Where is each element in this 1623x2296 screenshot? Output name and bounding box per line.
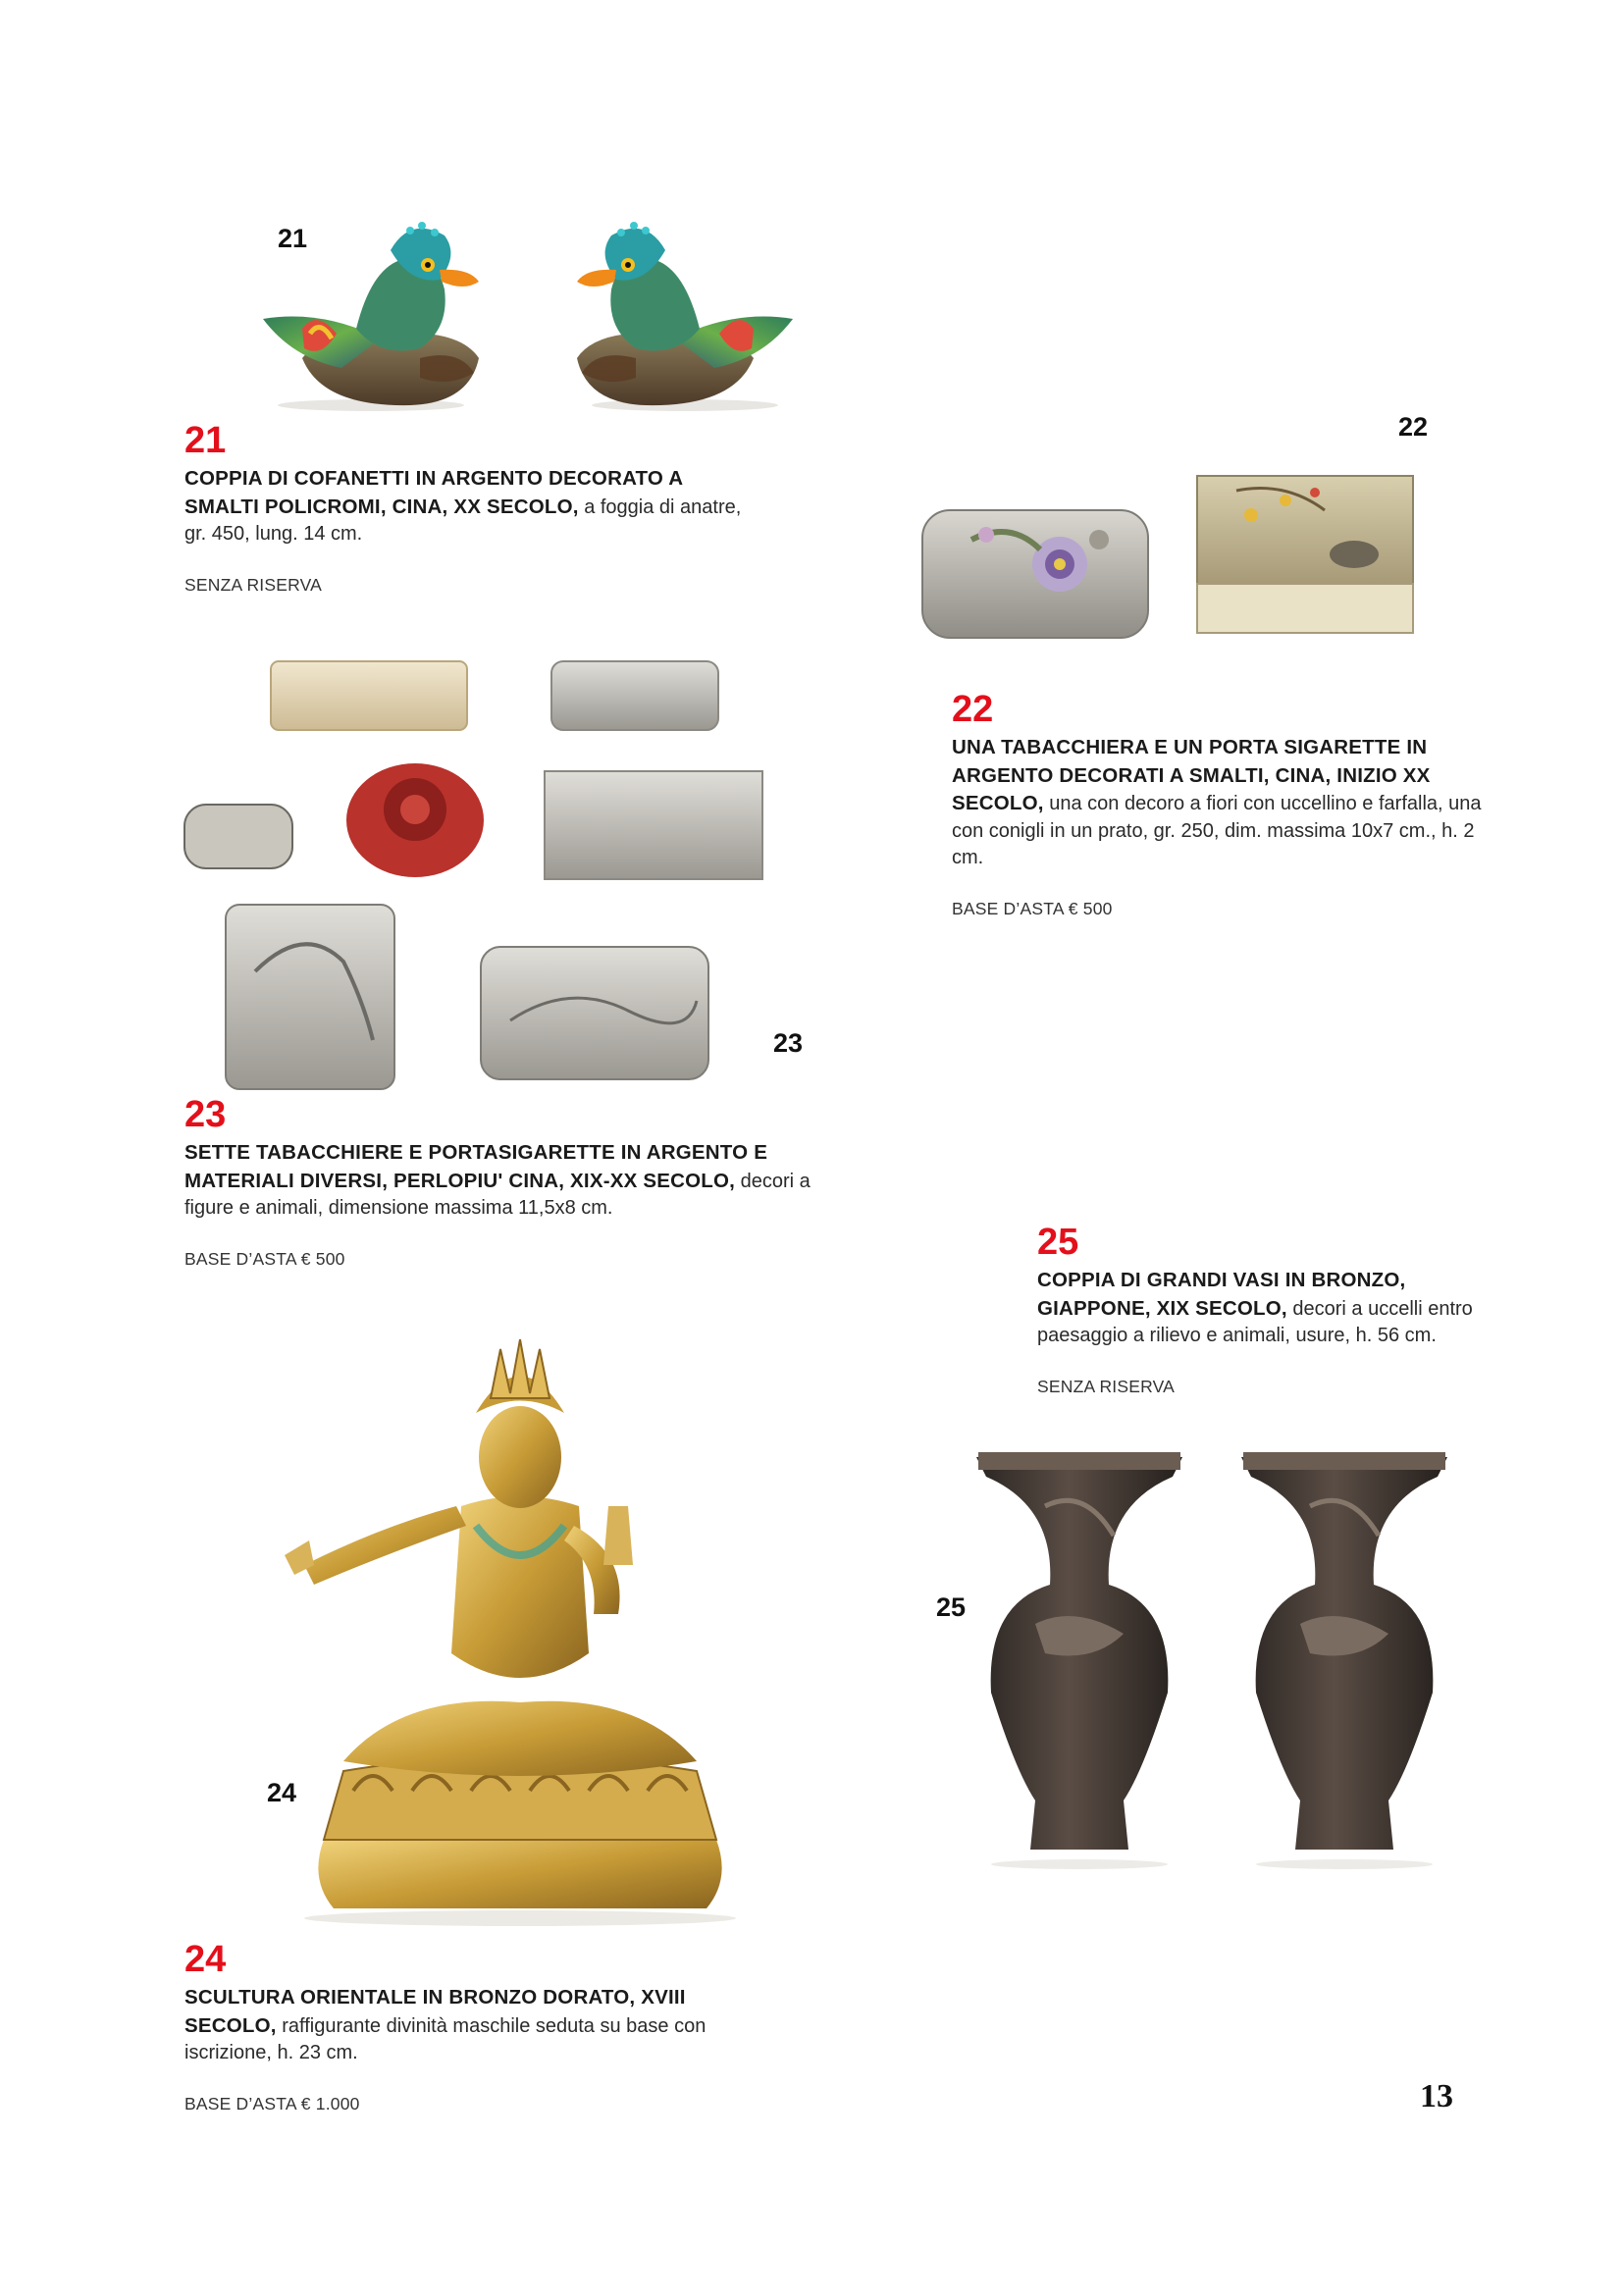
lot-details: raffigurante divinità maschile seduta su base con iscrizione, h. 23 cm. xyxy=(184,2014,707,2063)
lot-23-figure-label: 23 xyxy=(773,1028,804,1058)
lot-description xyxy=(184,465,754,548)
lot-24-entry xyxy=(184,1941,754,2114)
silver-cigarette-case xyxy=(545,771,762,879)
lot-price: BASE D’ASTA € 1.000 xyxy=(184,2093,360,2113)
lot-number: 23 xyxy=(184,1094,227,1135)
lot-title: SETTE TABACCHIERE E PORTASIGARETTE IN ARGENTO E MATERIALI DIVERSI, PERLOPIU' CINA, XIX-XX SECOLO, xyxy=(184,1141,768,1192)
lot-title: SCULTURA ORIENTALE IN BRONZO DORATO, XVIII SECOLO, xyxy=(184,1986,686,2037)
lot-number: 21 xyxy=(184,420,227,461)
duck-left xyxy=(263,222,479,411)
lot-title: COPPIA DI COFANETTI IN ARGENTO DECORATO A SMALTI POLICROMI, CINA, XX SECOLO, xyxy=(184,467,683,518)
lot-24-figure-label: 24 xyxy=(267,1778,297,1807)
duck-right xyxy=(577,222,793,411)
lot-21-entry xyxy=(184,422,754,596)
lot-24-image xyxy=(255,1330,746,1928)
torso xyxy=(451,1496,589,1678)
ivory-box xyxy=(271,661,467,730)
lot-23-entry xyxy=(184,1096,852,1270)
vase-right xyxy=(1241,1452,1447,1869)
lot-details: a foggia di anatre, gr. 450, lung. 14 cm. xyxy=(184,496,742,545)
lot-description xyxy=(184,1984,754,2067)
left-arm xyxy=(304,1506,466,1585)
lot-21-figure-label: 21 xyxy=(278,224,308,253)
lot-title: UNA TABACCHIERA E UN PORTA SIGARETTE IN ARGENTO DECORATI A SMALTI, CINA, INIZIO XX SECOLO, xyxy=(952,736,1431,814)
horn-box xyxy=(184,805,292,868)
lot-description xyxy=(1037,1267,1489,1350)
crown xyxy=(491,1339,550,1398)
lot-25-entry xyxy=(1037,1224,1489,1397)
lot-25-figure-label: 25 xyxy=(936,1592,967,1622)
silver-case-landscape xyxy=(481,947,708,1079)
lot-details: decori a figure e animali, dimensione massima 11,5x8 cm. xyxy=(184,1170,811,1219)
cigarette-case xyxy=(922,510,1148,638)
lot-price: SENZA RISERVA xyxy=(184,574,323,595)
lot-number: 25 xyxy=(1037,1222,1079,1263)
head xyxy=(479,1406,561,1508)
lot-number: 22 xyxy=(952,689,994,730)
crossed-legs xyxy=(343,1701,697,1776)
lot-description xyxy=(952,734,1501,872)
lot-number: 24 xyxy=(184,1939,227,1980)
lot-25-image xyxy=(976,1447,1447,1869)
lot-21-image xyxy=(263,211,793,407)
lot-price: SENZA RISERVA xyxy=(1037,1376,1176,1396)
lot-details: decori a uccelli entro paesaggio a rilievo e animali, usure, h. 56 cm. xyxy=(1037,1297,1473,1346)
lot-23-image xyxy=(177,648,785,1094)
snuff-box xyxy=(1197,476,1413,633)
silver-case-ship xyxy=(226,905,394,1089)
lot-22-figure-label: 22 xyxy=(1398,412,1429,442)
silver-snuff-box-small xyxy=(551,661,718,730)
lot-description xyxy=(184,1139,852,1223)
lot-22-entry xyxy=(952,691,1501,919)
vase-left xyxy=(976,1452,1182,1869)
lot-title: COPPIA DI GRANDI VASI IN BRONZO, GIAPPONE, XIX SECOLO, xyxy=(1037,1269,1406,1320)
lot-price: BASE D’ASTA € 500 xyxy=(184,1248,345,1269)
page-number: 13 xyxy=(1420,2078,1453,2114)
lotus-base xyxy=(318,1840,721,1908)
lot-22-image xyxy=(913,461,1423,648)
lot-details: una con decoro a fiori con uccellino e farfalla, una con conigli in un prato, gr. 250, dim. massima 10x7 cm., h. 2 cm. xyxy=(952,793,1482,868)
lot-price: BASE D’ASTA € 500 xyxy=(952,898,1113,918)
